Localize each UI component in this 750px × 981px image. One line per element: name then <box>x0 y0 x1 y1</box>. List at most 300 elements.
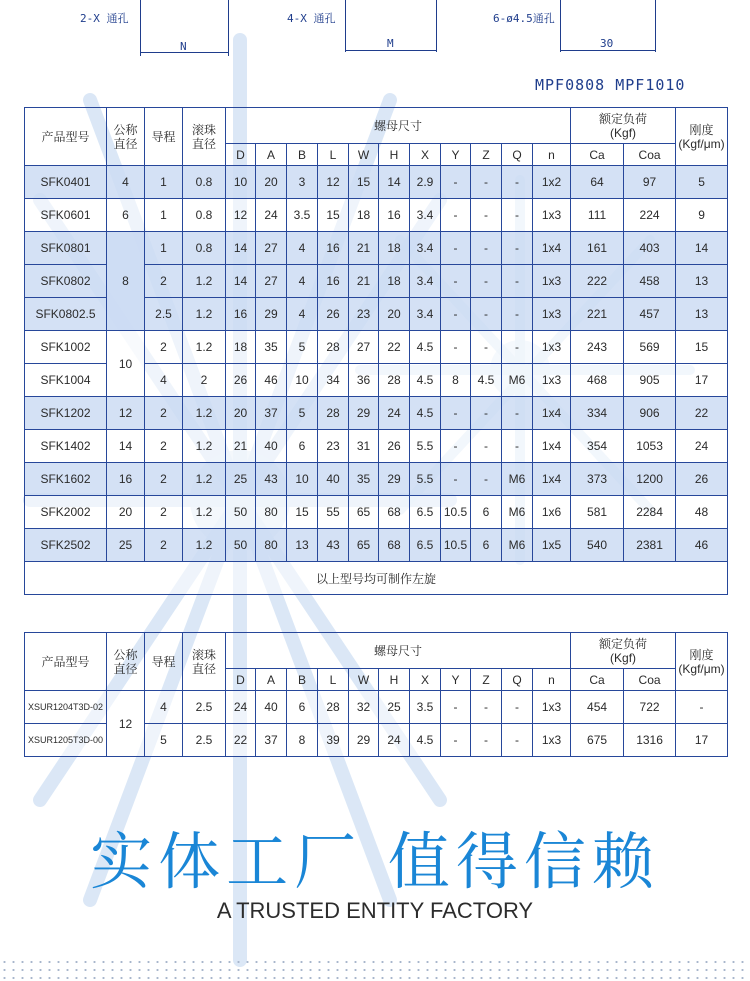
cell-ball-diameter: 1.2 <box>183 397 226 430</box>
cell-d: 16 <box>226 298 256 331</box>
cell-q: - <box>502 724 533 757</box>
dim-line <box>655 0 656 52</box>
dot-pattern <box>0 958 750 981</box>
cell-lead: 2.5 <box>145 298 183 331</box>
cell-ca: 222 <box>571 265 624 298</box>
cell-q: - <box>502 232 533 265</box>
cell-b: 6 <box>287 691 318 724</box>
cell-h: 18 <box>379 265 410 298</box>
header-col-n: n <box>533 669 571 691</box>
cell-x: 4.5 <box>410 724 441 757</box>
cell-x: 6.5 <box>410 496 441 529</box>
header-col-z: Z <box>471 144 502 166</box>
cell-y: - <box>441 331 471 364</box>
header-stiffness: 刚度(Kgf/μm) <box>676 633 728 691</box>
cell-model: SFK0401 <box>25 166 107 199</box>
cell-lead: 4 <box>145 691 183 724</box>
cell-z: - <box>471 463 502 496</box>
cell-model: SFK1402 <box>25 430 107 463</box>
dim-line <box>140 0 141 56</box>
cell-b: 10 <box>287 463 318 496</box>
cell-w: 21 <box>349 232 379 265</box>
table-row <box>25 496 728 529</box>
cell-model: SFK0802 <box>25 265 107 298</box>
cell-q: - <box>502 298 533 331</box>
cell-l: 16 <box>318 265 349 298</box>
cell-ball-diameter: 1.2 <box>183 430 226 463</box>
cell-model: SFK1202 <box>25 397 107 430</box>
cell-stiffness: 5 <box>676 166 728 199</box>
cell-h: 20 <box>379 298 410 331</box>
header-model: 产品型号 <box>25 633 107 691</box>
cell-d: 14 <box>226 232 256 265</box>
cell-model: SFK0801 <box>25 232 107 265</box>
cell-q: M6 <box>502 463 533 496</box>
cell-h: 16 <box>379 199 410 232</box>
cell-z: - <box>471 724 502 757</box>
cell-q: M6 <box>502 529 533 562</box>
cell-d: 26 <box>226 364 256 397</box>
cell-model: SFK0802.5 <box>25 298 107 331</box>
cell-q: M6 <box>502 364 533 397</box>
cell-ball-diameter: 0.8 <box>183 199 226 232</box>
header-col-y: Y <box>441 669 471 691</box>
cell-ball-diameter: 2.5 <box>183 691 226 724</box>
cell-l: 15 <box>318 199 349 232</box>
dim-m: M <box>387 37 394 50</box>
cell-coa: 569 <box>624 331 676 364</box>
header-nut-dimensions: 螺母尺寸 <box>226 633 571 669</box>
cell-ball-diameter: 1.2 <box>183 331 226 364</box>
cell-w: 29 <box>349 724 379 757</box>
cell-x: 5.5 <box>410 430 441 463</box>
header-col-a: A <box>256 144 287 166</box>
cell-ball-diameter: 1.2 <box>183 298 226 331</box>
cell-n: 1x4 <box>533 430 571 463</box>
cell-coa: 1053 <box>624 430 676 463</box>
dim-line <box>560 0 561 52</box>
cell-stiffness: 14 <box>676 232 728 265</box>
cell-z: - <box>471 691 502 724</box>
dim-line <box>560 50 655 51</box>
table-row <box>25 529 728 562</box>
cell-stiffness: - <box>676 691 728 724</box>
cell-coa: 722 <box>624 691 676 724</box>
cell-l: 43 <box>318 529 349 562</box>
cell-lead: 2 <box>145 529 183 562</box>
cell-ball-diameter: 1.2 <box>183 496 226 529</box>
cell-z: 6 <box>471 529 502 562</box>
cell-n: 1x2 <box>533 166 571 199</box>
cell-q: - <box>502 331 533 364</box>
cell-y: - <box>441 724 471 757</box>
cell-x: 3.4 <box>410 265 441 298</box>
cell-stiffness: 48 <box>676 496 728 529</box>
cell-stiffness: 15 <box>676 331 728 364</box>
cell-l: 16 <box>318 232 349 265</box>
header-col-h: H <box>379 144 410 166</box>
cell-a: 37 <box>256 397 287 430</box>
cell-l: 28 <box>318 397 349 430</box>
cell-lead: 5 <box>145 724 183 757</box>
hole-label-3: 6-ø4.5通孔 <box>493 12 555 25</box>
cell-d: 25 <box>226 463 256 496</box>
table-row <box>25 691 728 724</box>
header-col-b: B <box>287 669 318 691</box>
header-col-d: D <box>226 669 256 691</box>
header-col-d: D <box>226 144 256 166</box>
cell-h: 29 <box>379 463 410 496</box>
cell-ca: 111 <box>571 199 624 232</box>
cell-y: - <box>441 199 471 232</box>
cell-model: SFK1004 <box>25 364 107 397</box>
cell-b: 13 <box>287 529 318 562</box>
cell-l: 28 <box>318 331 349 364</box>
cell-q: - <box>502 265 533 298</box>
cell-ball-diameter: 1.2 <box>183 265 226 298</box>
cell-d: 50 <box>226 496 256 529</box>
header-nominal-diameter: 公称直径 <box>107 108 145 166</box>
dim-line <box>436 0 437 52</box>
cell-n: 1x3 <box>533 265 571 298</box>
cell-w: 29 <box>349 397 379 430</box>
cell-d: 12 <box>226 199 256 232</box>
cell-coa: 1200 <box>624 463 676 496</box>
cell-y: - <box>441 691 471 724</box>
cell-h: 24 <box>379 724 410 757</box>
cell-ca: 468 <box>571 364 624 397</box>
cell-lead: 2 <box>145 331 183 364</box>
cell-l: 12 <box>318 166 349 199</box>
cell-x: 3.4 <box>410 298 441 331</box>
cell-n: 1x5 <box>533 529 571 562</box>
cell-y: 10.5 <box>441 496 471 529</box>
cell-a: 24 <box>256 199 287 232</box>
cell-l: 26 <box>318 298 349 331</box>
cell-ca: 581 <box>571 496 624 529</box>
header-stiffness: 刚度(Kgf/μm) <box>676 108 728 166</box>
cell-coa: 97 <box>624 166 676 199</box>
cell-model: XSUR1205T3D-00 <box>25 724 107 757</box>
cell-q: - <box>502 199 533 232</box>
cell-w: 18 <box>349 199 379 232</box>
header-col-n: n <box>533 144 571 166</box>
dim-line <box>228 0 229 56</box>
cell-a: 29 <box>256 298 287 331</box>
cell-d: 10 <box>226 166 256 199</box>
cell-ball-diameter: 2.5 <box>183 724 226 757</box>
cell-a: 80 <box>256 496 287 529</box>
table-row <box>25 397 728 430</box>
cell-n: 1x4 <box>533 463 571 496</box>
cell-n: 1x3 <box>533 364 571 397</box>
header-col-q: Q <box>502 144 533 166</box>
cell-lead: 1 <box>145 232 183 265</box>
header-lead: 导程 <box>145 633 183 691</box>
cell-y: - <box>441 232 471 265</box>
cell-d: 18 <box>226 331 256 364</box>
cell-ca: 675 <box>571 724 624 757</box>
cell-nominal-diameter: 12 <box>107 397 145 430</box>
cell-n: 1x6 <box>533 496 571 529</box>
header-ball-diameter: 滚珠直径 <box>183 108 226 166</box>
dim-line <box>345 0 346 52</box>
cell-y: - <box>441 463 471 496</box>
cell-x: 4.5 <box>410 364 441 397</box>
cell-model: SFK0601 <box>25 199 107 232</box>
cell-b: 5 <box>287 331 318 364</box>
cell-n: 1x3 <box>533 199 571 232</box>
cell-ca: 243 <box>571 331 624 364</box>
cell-y: - <box>441 397 471 430</box>
cell-l: 28 <box>318 691 349 724</box>
cell-model: SFK2002 <box>25 496 107 529</box>
cell-lead: 4 <box>145 364 183 397</box>
cell-lead: 2 <box>145 496 183 529</box>
cell-y: 10.5 <box>441 529 471 562</box>
header-nut-dimensions: 螺母尺寸 <box>226 108 571 144</box>
cell-z: - <box>471 397 502 430</box>
cell-x: 3.5 <box>410 691 441 724</box>
spec-table-2 <box>24 632 728 757</box>
cell-h: 22 <box>379 331 410 364</box>
cell-h: 18 <box>379 232 410 265</box>
cell-a: 27 <box>256 265 287 298</box>
cell-w: 23 <box>349 298 379 331</box>
cell-l: 23 <box>318 430 349 463</box>
cell-w: 31 <box>349 430 379 463</box>
cell-z: 4.5 <box>471 364 502 397</box>
cell-nominal-diameter: 10 <box>107 331 145 397</box>
header-col-x: X <box>410 669 441 691</box>
cell-ca: 373 <box>571 463 624 496</box>
hole-label-2: 4-X 通孔 <box>287 12 336 25</box>
cell-ball-diameter: 1.2 <box>183 529 226 562</box>
cell-w: 65 <box>349 529 379 562</box>
cell-h: 25 <box>379 691 410 724</box>
cell-x: 6.5 <box>410 529 441 562</box>
cell-d: 21 <box>226 430 256 463</box>
cell-b: 4 <box>287 265 318 298</box>
cell-coa: 1316 <box>624 724 676 757</box>
cell-l: 55 <box>318 496 349 529</box>
cell-x: 2.9 <box>410 166 441 199</box>
cell-b: 8 <box>287 724 318 757</box>
cell-l: 40 <box>318 463 349 496</box>
cell-l: 39 <box>318 724 349 757</box>
cell-w: 15 <box>349 166 379 199</box>
cell-x: 3.4 <box>410 232 441 265</box>
header-model: 产品型号 <box>25 108 107 166</box>
cell-x: 4.5 <box>410 397 441 430</box>
cell-q: - <box>502 430 533 463</box>
cell-d: 50 <box>226 529 256 562</box>
cell-ca: 161 <box>571 232 624 265</box>
cell-z: - <box>471 265 502 298</box>
cell-b: 15 <box>287 496 318 529</box>
cell-a: 27 <box>256 232 287 265</box>
table-row <box>25 331 728 364</box>
cell-lead: 2 <box>145 397 183 430</box>
cell-model: XSUR1204T3D-02 <box>25 691 107 724</box>
header-lead: 导程 <box>145 108 183 166</box>
cell-a: 37 <box>256 724 287 757</box>
cell-y: 8 <box>441 364 471 397</box>
header-col-ca: Ca <box>571 669 624 691</box>
header-col-b: B <box>287 144 318 166</box>
cell-b: 10 <box>287 364 318 397</box>
header-col-w: W <box>349 669 379 691</box>
cell-stiffness: 13 <box>676 298 728 331</box>
cell-ball-diameter: 1.2 <box>183 463 226 496</box>
cell-coa: 458 <box>624 265 676 298</box>
cell-a: 80 <box>256 529 287 562</box>
cell-stiffness: 13 <box>676 265 728 298</box>
cell-ca: 334 <box>571 397 624 430</box>
cell-b: 4 <box>287 298 318 331</box>
cell-h: 28 <box>379 364 410 397</box>
table-row <box>25 232 728 265</box>
cell-nominal-diameter: 16 <box>107 463 145 496</box>
cell-stiffness: 22 <box>676 397 728 430</box>
cell-nominal-diameter: 6 <box>107 199 145 232</box>
header-rated-load: 额定负荷(Kgf) <box>571 108 676 144</box>
hole-label-1: 2-X 通孔 <box>80 12 129 25</box>
cell-nominal-diameter: 12 <box>107 691 145 757</box>
table-row <box>25 463 728 496</box>
cell-l: 34 <box>318 364 349 397</box>
cell-q: M6 <box>502 496 533 529</box>
cell-nominal-diameter: 14 <box>107 430 145 463</box>
cell-nominal-diameter: 20 <box>107 496 145 529</box>
cell-h: 14 <box>379 166 410 199</box>
header-col-l: L <box>318 144 349 166</box>
table-row <box>25 166 728 199</box>
cell-a: 40 <box>256 691 287 724</box>
cell-n: 1x3 <box>533 298 571 331</box>
cell-stiffness: 17 <box>676 724 728 757</box>
cell-z: - <box>471 199 502 232</box>
cell-lead: 2 <box>145 265 183 298</box>
dim-n: N <box>180 40 187 53</box>
cell-coa: 905 <box>624 364 676 397</box>
table-row <box>25 430 728 463</box>
table-row <box>25 199 728 232</box>
header-nominal-diameter: 公称直径 <box>107 633 145 691</box>
cell-y: - <box>441 166 471 199</box>
cell-ball-diameter: 2 <box>183 364 226 397</box>
cell-ball-diameter: 0.8 <box>183 166 226 199</box>
cell-x: 5.5 <box>410 463 441 496</box>
cell-lead: 2 <box>145 430 183 463</box>
cell-q: - <box>502 691 533 724</box>
cell-model: SFK1002 <box>25 331 107 364</box>
cell-ca: 354 <box>571 430 624 463</box>
cell-a: 46 <box>256 364 287 397</box>
header-col-w: W <box>349 144 379 166</box>
cell-y: - <box>441 265 471 298</box>
dim-30: 30 <box>600 37 614 50</box>
cell-coa: 2381 <box>624 529 676 562</box>
cell-stiffness: 46 <box>676 529 728 562</box>
cell-y: - <box>441 430 471 463</box>
cell-h: 26 <box>379 430 410 463</box>
cell-h: 68 <box>379 496 410 529</box>
cell-b: 3.5 <box>287 199 318 232</box>
cell-w: 27 <box>349 331 379 364</box>
cell-a: 43 <box>256 463 287 496</box>
slogan-chinese: 实体工厂 值得信赖 <box>90 825 660 898</box>
cell-z: - <box>471 166 502 199</box>
cell-ca: 454 <box>571 691 624 724</box>
dim-line <box>345 50 436 51</box>
cell-stiffness: 24 <box>676 430 728 463</box>
cell-ca: 540 <box>571 529 624 562</box>
cell-coa: 2284 <box>624 496 676 529</box>
cell-ca: 221 <box>571 298 624 331</box>
cell-coa: 457 <box>624 298 676 331</box>
cell-coa: 224 <box>624 199 676 232</box>
cell-z: - <box>471 298 502 331</box>
model-title: MPF0808 MPF1010 <box>535 76 686 94</box>
cell-model: SFK2502 <box>25 529 107 562</box>
cell-n: 1x3 <box>533 724 571 757</box>
cell-coa: 403 <box>624 232 676 265</box>
cell-w: 36 <box>349 364 379 397</box>
cell-z: - <box>471 430 502 463</box>
cell-b: 6 <box>287 430 318 463</box>
cell-n: 1x3 <box>533 331 571 364</box>
cell-d: 20 <box>226 397 256 430</box>
header-ball-diameter: 滚珠直径 <box>183 633 226 691</box>
cell-w: 32 <box>349 691 379 724</box>
header-col-coa: Coa <box>624 669 676 691</box>
cell-d: 14 <box>226 265 256 298</box>
cell-coa: 906 <box>624 397 676 430</box>
cell-nominal-diameter: 4 <box>107 166 145 199</box>
cell-nominal-diameter: 25 <box>107 529 145 562</box>
cell-ball-diameter: 0.8 <box>183 232 226 265</box>
cell-b: 5 <box>287 397 318 430</box>
cell-stiffness: 9 <box>676 199 728 232</box>
cell-stiffness: 17 <box>676 364 728 397</box>
cell-b: 4 <box>287 232 318 265</box>
header-col-a: A <box>256 669 287 691</box>
cell-b: 3 <box>287 166 318 199</box>
cell-a: 35 <box>256 331 287 364</box>
header-col-y: Y <box>441 144 471 166</box>
cell-lead: 1 <box>145 166 183 199</box>
cell-d: 22 <box>226 724 256 757</box>
cell-d: 24 <box>226 691 256 724</box>
cell-ca: 64 <box>571 166 624 199</box>
cell-a: 40 <box>256 430 287 463</box>
cell-q: - <box>502 166 533 199</box>
cell-x: 3.4 <box>410 199 441 232</box>
cell-x: 4.5 <box>410 331 441 364</box>
cell-y: - <box>441 298 471 331</box>
cell-lead: 1 <box>145 199 183 232</box>
cell-model: SFK1602 <box>25 463 107 496</box>
table-footnote: 以上型号均可制作左旋 <box>25 562 728 595</box>
header-col-ca: Ca <box>571 144 624 166</box>
cell-n: 1x3 <box>533 691 571 724</box>
cell-w: 21 <box>349 265 379 298</box>
cell-z: 6 <box>471 496 502 529</box>
header-col-coa: Coa <box>624 144 676 166</box>
cell-w: 35 <box>349 463 379 496</box>
spec-table-1 <box>24 107 728 595</box>
